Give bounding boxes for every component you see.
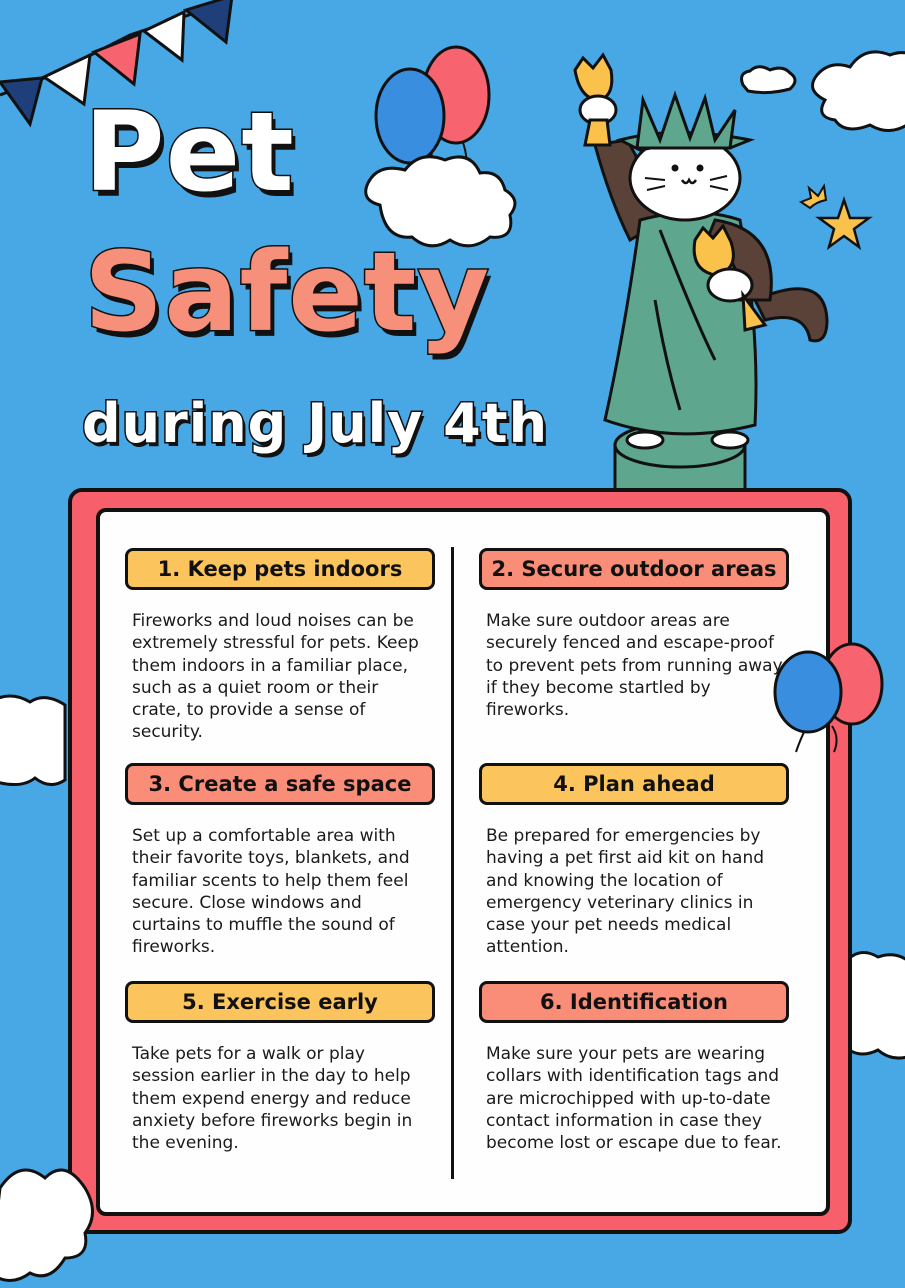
title-line-1: Pet xyxy=(84,88,295,216)
cloud-icon xyxy=(0,690,70,790)
title-line-2: Safety xyxy=(84,228,491,356)
star-icon xyxy=(796,180,876,260)
tip-5-body: Take pets for a walk or play session earlier in the day to help them expend energy and reduce anxiety before fireworks begin in the evening. xyxy=(132,1044,413,1154)
tip-1-header: 1. Keep pets indoors xyxy=(125,548,435,590)
balloons-icon xyxy=(772,640,892,760)
tip-2-body: Make sure outdoor areas are securely fenced and escape-proof to prevent pets from running away if they become startled by fireworks. xyxy=(486,611,783,721)
column-divider xyxy=(451,547,454,1179)
tip-3-header: 3. Create a safe space xyxy=(125,763,435,805)
tip-6-body: Make sure your pets are wearing collars with identification tags and are microchipped with up-to-date contact information in case they become lost or escape due to fear. xyxy=(486,1044,782,1154)
tip-3-body: Set up a comfortable area with their favorite toys, blankets, and familiar scents to help them feel secure. Close windows and curtains to muffle the sound of fireworks. xyxy=(132,826,410,958)
tip-1-body: Fireworks and loud noises can be extremely stressful for pets. Keep them indoors in a familiar place, such as a quiet room or their crate, to provide a sense of security. xyxy=(132,611,419,743)
cloud-icon xyxy=(0,1158,100,1288)
subtitle: during July 4th xyxy=(82,392,549,455)
tip-5-header: 5. Exercise early xyxy=(125,981,435,1023)
tip-4-header: 4. Plan ahead xyxy=(479,763,789,805)
tip-4-body: Be prepared for emergencies by having a pet first aid kit on hand and knowing the location of emergency veterinary clinics in case your pet needs medical attention. xyxy=(486,826,765,958)
cat-statue-illustration xyxy=(565,0,865,540)
tip-2-header: 2. Secure outdoor areas xyxy=(479,548,789,590)
tip-6-header: 6. Identification xyxy=(479,981,789,1023)
